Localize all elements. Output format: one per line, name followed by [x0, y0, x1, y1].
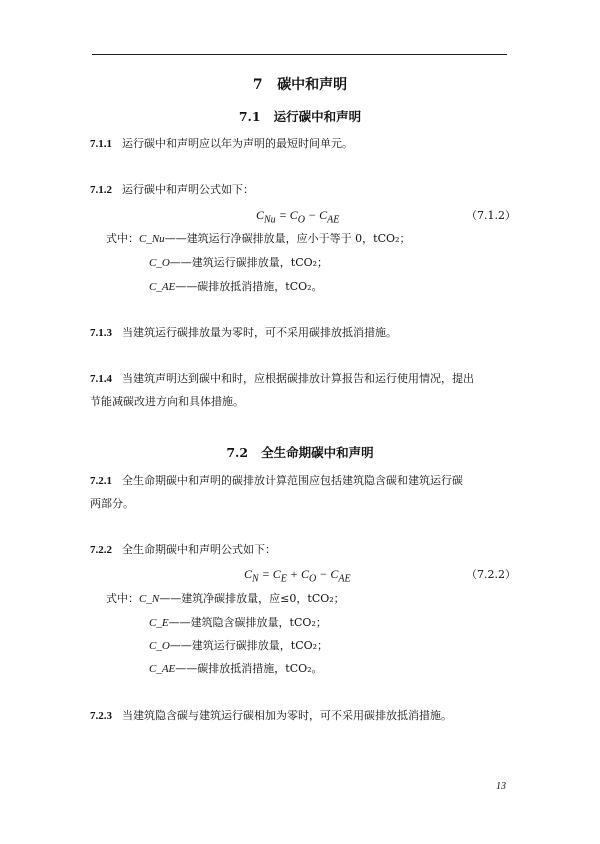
section-heading-7-2: 7.2 全生命期碳中和声明 [226, 445, 374, 460]
formula-7-2-2: $C_N = C_E + C_O - C_{AE}$ [244, 567, 351, 585]
clause-7-1-3: 7.1.3 当建筑运行碳排放量为零时，可不采用碳排放抵消措施。 [90, 326, 397, 339]
clause-7-1-4-cont: 节能减碳改进方向和具体措施。 [90, 395, 244, 408]
definition: C_O——建筑运行碳排放量，tCO₂； [149, 639, 329, 652]
definition: C_AE——碳排放抵消措施，tCO₂。 [149, 662, 323, 675]
clause-7-2-3: 7.2.3 当建筑隐含碳与建筑运行碳相加为零时，可不采用碳排放抵消措施。 [90, 709, 452, 722]
definition: C_O——建筑运行碳排放量，tCO₂； [149, 256, 329, 269]
page-number: 13 [496, 781, 506, 792]
symbol: C_E [149, 617, 169, 629]
definition: C_AE——碳排放抵消措施，tCO₂。 [149, 280, 323, 293]
clause-7-2-2: 7.2.2 全生命期碳中和声明公式如下： [90, 543, 276, 556]
symbol: C_N [139, 593, 160, 605]
clause-7-2-1-cont: 两部分。 [90, 497, 134, 510]
symbol: C_AE [149, 281, 176, 293]
symbol: C_O [149, 257, 170, 269]
definition: 式中：C_N——建筑净碳排放量，应≤0，tCO₂； [106, 592, 345, 605]
symbol: C_Nu [139, 233, 165, 245]
clause-7-1-2: 7.1.2 运行碳中和声明公式如下： [90, 183, 254, 196]
section-heading-7-1: 7.1 运行碳中和声明 [238, 109, 362, 124]
definition: 式中：C_Nu——建筑运行净碳排放量，应小于等于 0，tCO₂； [106, 232, 411, 245]
symbol: C_AE [149, 663, 176, 675]
formula-7-1-2: $C_{Nu} = C_O - C_{AE}$ [256, 208, 340, 226]
clause-7-2-1: 7.2.1 全生命期碳中和声明的碳排放计算范围应包括建筑隐含碳和建筑运行碳 [90, 474, 463, 487]
chapter-heading: 7 碳中和声明 [252, 77, 348, 93]
clause-7-1-4: 7.1.4 当建筑声明达到碳中和时，应根据碳排放计算报告和运行使用情况，提出 [90, 372, 474, 385]
definition: C_E——建筑隐含碳排放量，tCO₂； [149, 616, 327, 629]
equation-number: （7.1.2） [466, 209, 516, 222]
symbol: C_O [149, 640, 170, 652]
equation-number: （7.2.2） [466, 568, 516, 581]
clause-7-1-1: 7.1.1 运行碳中和声明应以年为声明的最短时间单元。 [90, 137, 353, 150]
header-rule [92, 54, 507, 55]
